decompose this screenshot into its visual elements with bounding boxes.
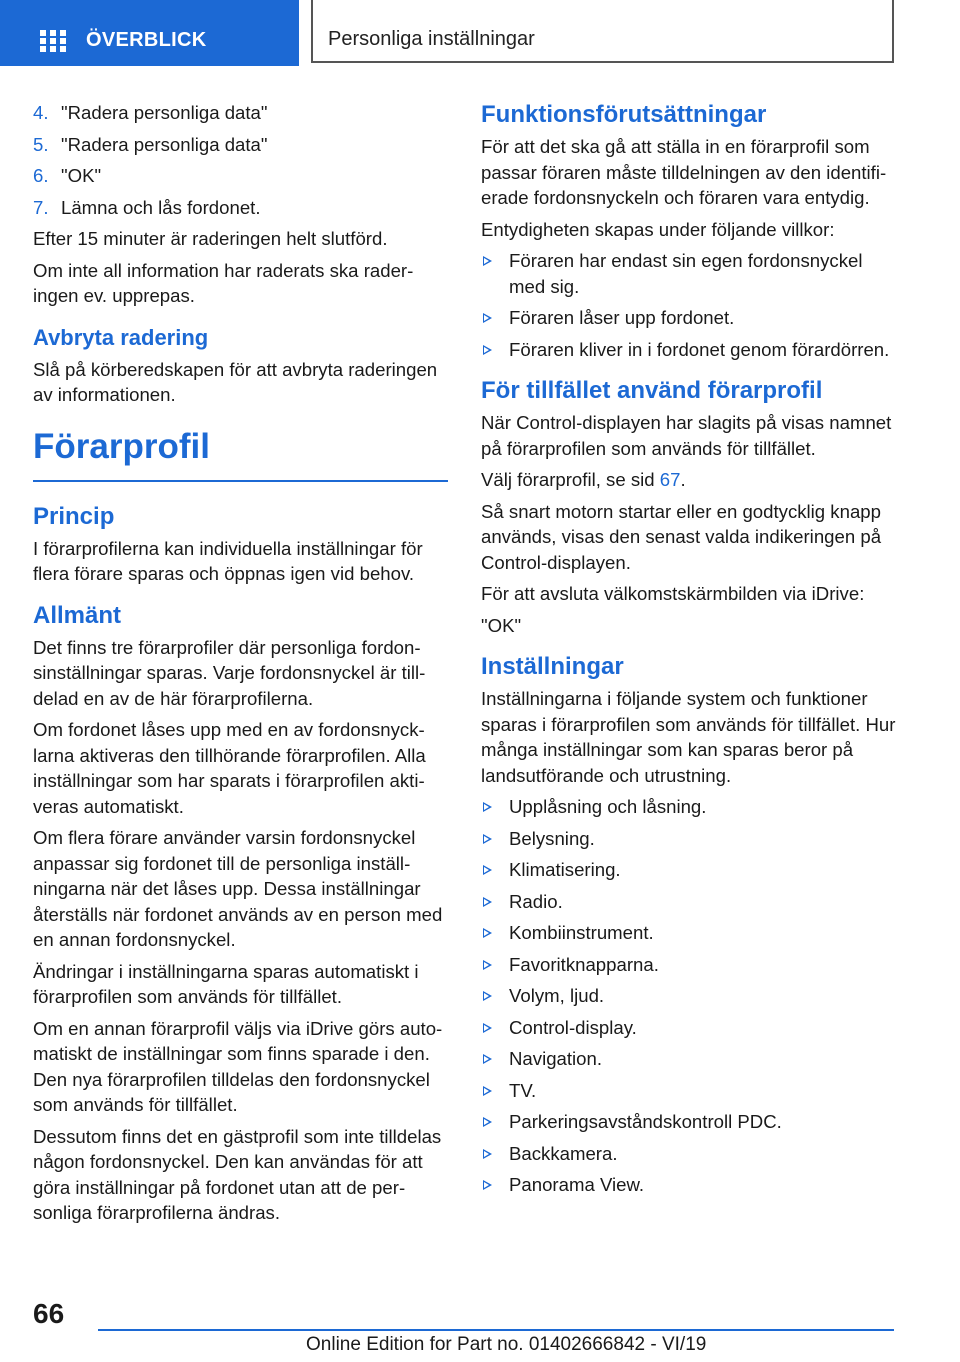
list-item-text: Backkamera.	[509, 1142, 618, 1164]
list-item-text: Kombiinstrument.	[509, 922, 654, 943]
list-item-text: Klimatisering.	[509, 859, 621, 880]
list-item	[481, 248, 901, 299]
paragraph: Om flera förare använder varsin fordonsnyckel anpassar sig fordonet till de personliga inställningarna när det låses upp. Dessa inställningar återställs när fordonet används av en person med en annan fordonsnyckel.	[33, 827, 443, 950]
list-item-text: Navigation.	[509, 1048, 603, 1069]
list-item	[481, 826, 901, 852]
list-item-text: Upplåsning och låsning.	[509, 796, 707, 817]
list-item	[481, 1172, 901, 1198]
list-item	[481, 305, 901, 331]
heading-general: Allmänt	[33, 601, 122, 629]
list-item-text: TV.	[509, 1079, 537, 1101]
step-list	[33, 100, 448, 220]
requirement-list	[481, 248, 901, 362]
triangle-bullet-icon	[483, 1054, 492, 1064]
paragraph: Slå på körberedskapen för att avbryta raderingen av informationen.	[33, 358, 438, 405]
paragraph: Så snart motorn startar eller en godtycklig knapp används, visas den senast valda indikeringen på Control-displayen.	[481, 500, 882, 573]
paragraph: Inställningarna i följande system och funktioner sparas i förarprofilen som används för tillfället. Hur många inställningar som kan sparas beror på landsutförande och utrustning.	[481, 688, 896, 786]
list-item	[481, 889, 901, 915]
paragraph: Ändringar i inställningarna sparas automatiskt i förarprofilen som används för tillfället.	[33, 960, 419, 1007]
footer-divider	[98, 1329, 894, 1331]
list-item-text: Föraren har endast sin egen fordonsnyckel med sig.	[509, 250, 863, 297]
list-item	[481, 337, 901, 363]
step-item	[33, 163, 448, 189]
heading-settings: Inställningar	[481, 653, 624, 680]
step-text: "OK"	[61, 165, 102, 186]
list-item	[481, 857, 901, 883]
grid-icon	[40, 30, 66, 52]
step-item	[33, 132, 448, 158]
step-number: 6.	[33, 165, 49, 186]
step-item	[33, 100, 448, 126]
paragraph: För att avsluta välkomstskärmbilden via iDrive:	[481, 583, 865, 604]
triangle-bullet-icon	[483, 1149, 492, 1159]
list-item-text: Belysning.	[509, 827, 595, 849]
triangle-bullet-icon	[483, 1023, 492, 1033]
left-column	[33, 100, 448, 1232]
heading-current-profile: För tillfället använd förarprofil	[481, 377, 823, 404]
triangle-bullet-icon	[483, 1086, 492, 1096]
footer-edition: Online Edition for Part no. 01402666842 - VI/19	[306, 1334, 707, 1355]
page-link[interactable]: 67	[659, 469, 681, 490]
overview-tab-label: ÖVERBLICK	[86, 29, 207, 51]
list-item	[481, 794, 901, 820]
list-item	[481, 1046, 901, 1072]
paragraph: För att det ska gå att ställa in en förarprofil som passar föraren måste tilldelningen av den identifierade fordonsnyckeln och föraren vara entydig.	[481, 136, 887, 208]
list-item-text: Panorama View.	[509, 1174, 645, 1195]
page-number: 66	[33, 1298, 65, 1329]
paragraph: "OK"	[481, 614, 522, 636]
triangle-bullet-icon	[483, 313, 492, 323]
paragraph: Efter 15 minuter är raderingen helt slutförd.	[33, 228, 388, 249]
paragraph: Om en annan förarprofil väljs via iDrive görs automatiskt de inställningar som finns sparade i den. Den nya förarprofilen tilldelas den fordonsnyckel som används för tillfället.	[33, 1017, 443, 1115]
paragraph-text: .	[680, 469, 686, 490]
triangle-bullet-icon	[483, 802, 492, 812]
list-item-text: Control-display.	[509, 1016, 637, 1038]
page-header	[0, 0, 960, 66]
list-item-text: Parkeringsavståndskontroll PDC.	[509, 1111, 782, 1132]
list-item	[481, 1109, 901, 1135]
heading-requirements: Funktionsförutsättningar	[481, 101, 767, 128]
paragraph-text: Välj förarprofil, se sid	[481, 469, 660, 490]
overview-tab[interactable]	[0, 0, 299, 66]
step-number: 5.	[33, 133, 49, 155]
list-item	[481, 983, 901, 1009]
step-number: 7.	[33, 196, 49, 218]
paragraph: Om fordonet låses upp med en av fordonsnycklarna aktiveras den tillhörande förarprofilen. Alla inställningar som har sparats i förarprofilen aktiveras automatiskt.	[33, 719, 426, 817]
list-item	[481, 1015, 901, 1041]
triangle-bullet-icon	[483, 865, 492, 875]
paragraph: När Control-displayen har slagits på visas namnet på förarprofilen som används för tillfället.	[481, 412, 892, 459]
paragraph: Det finns tre förarprofiler där personliga fordonsinställningar sparas. Varje fordonsnyckel är tilldelad en av de här förarprofilerna.	[33, 636, 426, 709]
list-item-text: Favoritknapparna.	[509, 953, 659, 975]
triangle-bullet-icon	[483, 1180, 492, 1190]
list-item	[481, 952, 901, 978]
triangle-bullet-icon	[483, 1117, 492, 1127]
list-item-text: Volym, ljud.	[509, 985, 605, 1006]
triangle-bullet-icon	[483, 345, 492, 355]
list-item-text: Föraren låser upp fordonet.	[509, 307, 735, 328]
heading-principle: Princip	[33, 502, 115, 530]
list-item	[481, 920, 901, 946]
list-item-text: Radio.	[509, 890, 563, 912]
heading-cancel-deletion: Avbryta radering	[33, 324, 209, 350]
list-item-text: Föraren kliver in i fordonet genom förardörren.	[509, 338, 890, 360]
paragraph: Om inte all information har raderats ska raderingen ev. upprepas.	[33, 259, 414, 306]
right-column	[481, 100, 901, 1204]
triangle-bullet-icon	[483, 928, 492, 938]
triangle-bullet-icon	[483, 991, 492, 1001]
step-item	[33, 195, 448, 221]
triangle-bullet-icon	[483, 256, 492, 266]
chapter-title: Förarprofil	[33, 426, 448, 482]
paragraph: Dessutom finns det en gästprofil som inte tilldelas någon fordonsnyckel. Den kan användas för att göra inställningar på fordonet utan att de personliga förarprofilerna ändras.	[33, 1125, 442, 1223]
step-text: Lämna och lås fordonet.	[61, 196, 261, 218]
settings-list	[481, 794, 901, 1198]
list-item	[481, 1078, 901, 1104]
step-number: 4.	[33, 102, 49, 123]
section-tab[interactable]	[311, 0, 894, 63]
paragraph: Entydigheten skapas under följande villkor:	[481, 218, 835, 240]
list-item	[481, 1141, 901, 1167]
section-tab-label: Personliga inställningar	[328, 28, 535, 50]
triangle-bullet-icon	[483, 960, 492, 970]
paragraph-with-link	[481, 467, 901, 493]
step-text: "Radera personliga data"	[61, 133, 268, 155]
triangle-bullet-icon	[483, 897, 492, 907]
paragraph: I förarprofilerna kan individuella inställningar för flera förare sparas och öppnas igen vid behov.	[33, 537, 423, 584]
triangle-bullet-icon	[483, 834, 492, 844]
step-text: "Radera personliga data"	[61, 102, 268, 123]
